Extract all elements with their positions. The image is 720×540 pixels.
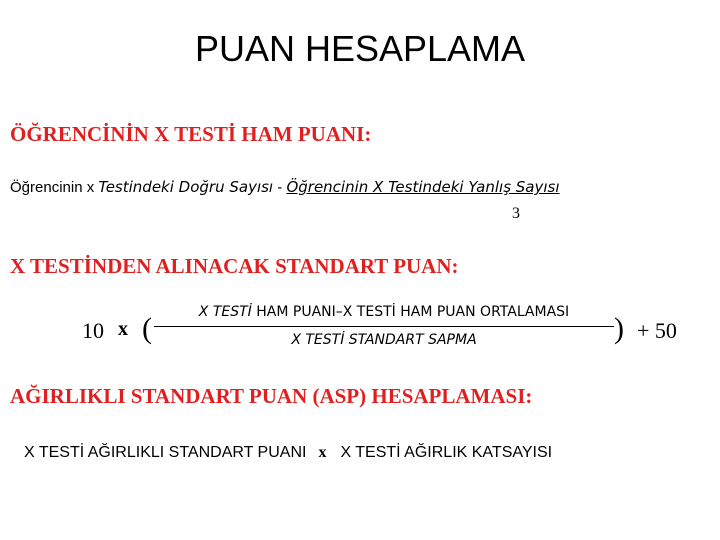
formula-term-x: x	[82, 179, 99, 196]
formula-plus-term: + 50	[637, 318, 677, 343]
formula-weighted-left: X TESTİ AĞIRLIKLI STANDART PUANI	[24, 444, 307, 461]
standard-score-formula	[82, 304, 692, 360]
formula-times: x	[118, 318, 128, 340]
formula-term-correct-count: Testindeki Doğru Sayısı	[98, 178, 274, 196]
section-heading-standard-score: X TESTİNDEN ALINACAK STANDART PUAN:	[10, 254, 459, 278]
formula-minus: -	[273, 179, 287, 196]
formula-coefficient: 10	[82, 318, 104, 343]
section-heading-raw-score: ÖĞRENCİNİN X TESTİ HAM PUANI:	[10, 122, 372, 146]
formula-weighted-times: x	[318, 444, 327, 461]
formula-numerator	[154, 304, 614, 320]
formula-open-paren: (	[142, 312, 152, 345]
formula-term-wrong-count: Öğrencinin X Testindeki Yanlış Sayısı	[286, 178, 560, 196]
formula-numerator-b: HAM PUANI–X TESTİ HAM PUAN ORTALAMASI	[251, 304, 570, 320]
formula-denominator: 3	[512, 205, 520, 222]
weighted-score-formula	[24, 444, 694, 462]
formula-weighted-right: X TESTİ AĞIRLIK KATSAYISI	[340, 444, 553, 461]
formula-denominator-sd: X TESTİ STANDART SAPMA	[291, 332, 477, 348]
fraction-bar	[154, 326, 614, 327]
formula-term-student: Öğrencinin	[10, 179, 83, 196]
section-heading-weighted-score: AĞIRLIKLI STANDART PUAN (ASP) HESAPLAMASI:	[10, 384, 533, 408]
raw-score-formula	[10, 178, 705, 196]
formula-close-paren: )	[614, 312, 624, 345]
formula-numerator-a: X TESTİ	[198, 304, 252, 320]
page-title: PUAN HESAPLAMA	[194, 28, 526, 69]
